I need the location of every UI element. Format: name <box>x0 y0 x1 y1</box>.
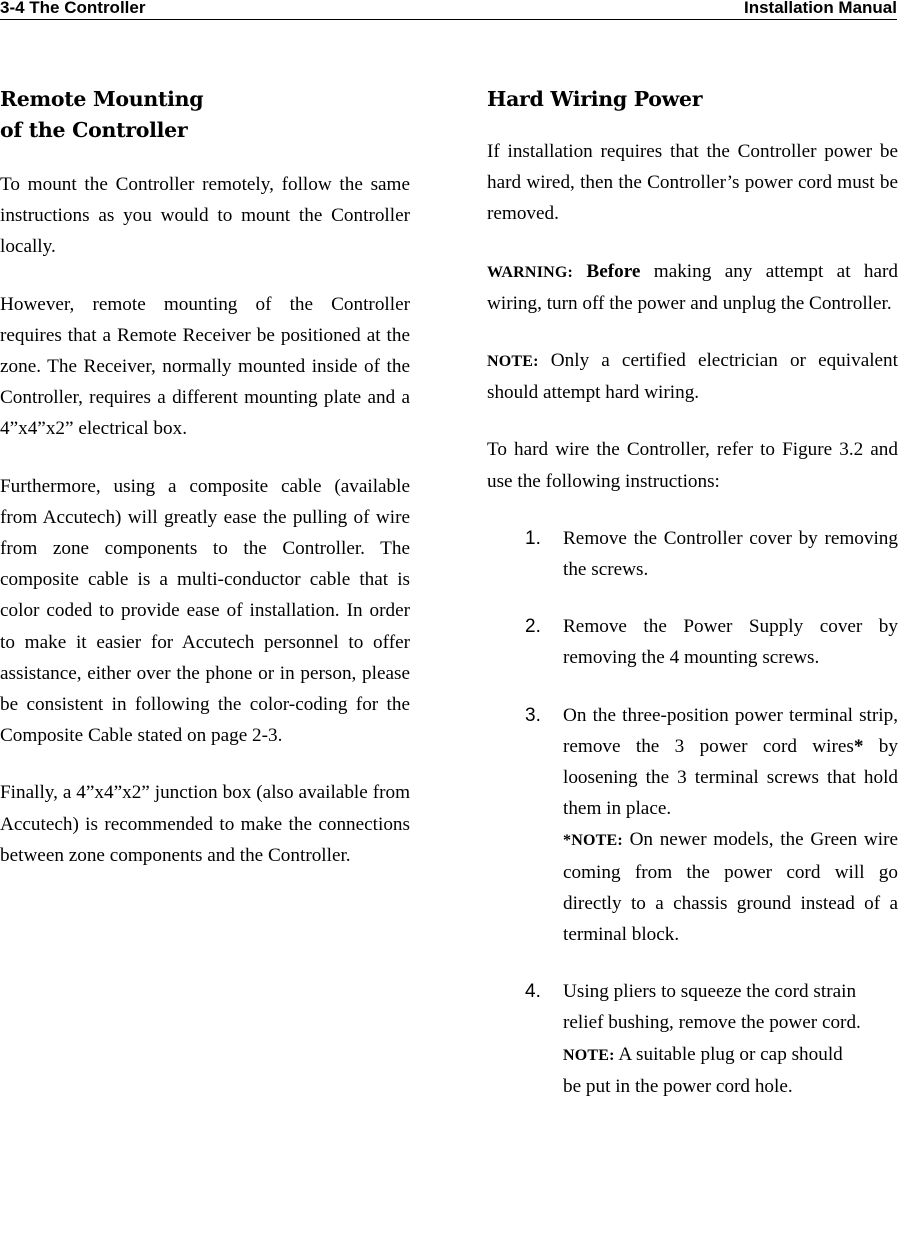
heading-line-2: of the Controller <box>0 118 188 142</box>
step-text: Remove the Controller cover by removing the screws. <box>563 527 898 581</box>
step-text: Using pliers to squeeze the cord strain relief bushing, remove the power cord. <box>563 981 861 1034</box>
step-number: 1. <box>525 527 541 549</box>
warning-label: WARNING: <box>487 263 574 281</box>
step-number: 2. <box>525 616 541 638</box>
step-text <box>563 700 898 825</box>
step-number: 4. <box>525 981 541 1003</box>
paragraph: However, remote mounting of the Controller requires that a Remote Receiver be positioned at the zone. The Receiver, normally mounted inside of the Controller, requires a different mounting plate and a 4”x4”x2” electrical box. <box>0 293 410 440</box>
step-note-label: NOTE: <box>563 1046 615 1064</box>
step-text: Remove the Power Supply cover by removing the 4 mounting screws. <box>563 616 898 669</box>
section-heading-hard-wiring: Hard Wiring Power <box>487 87 703 111</box>
warning-paragraph <box>487 256 898 319</box>
heading-line-1: Remote Mounting <box>0 87 204 111</box>
step-note <box>563 1039 863 1102</box>
step-note-text: On newer models, the Green wire coming from the power cord will go directly to a chassis ground instead of a terminal block. <box>563 829 898 946</box>
section-heading-remote-mounting <box>0 84 410 146</box>
right-column <box>487 84 898 1128</box>
list-item <box>487 700 898 951</box>
note-text: Only a certified electrician or equivalent should attempt hard wiring. <box>487 350 898 404</box>
step-text-part: On the three-position power terminal strip, remove the 3 power cord wires <box>563 704 898 757</box>
asterisk-marker: * <box>853 735 864 757</box>
paragraph: To mount the Controller remotely, follow the same instructions as you would to mount the Controller locally. <box>0 174 410 258</box>
page-header <box>0 0 897 20</box>
warning-text: making any attempt at hard wiring, turn off the power and unplug the Controller. <box>487 260 898 314</box>
paragraph: Finally, a 4”x4”x2” junction box (also available from Accutech) is recommended to make the connections between zone components and the Controller. <box>0 782 410 866</box>
step-note-label: *NOTE: <box>563 832 623 850</box>
chapter-title: 3-4 The Controller <box>0 0 146 17</box>
left-column <box>0 84 410 897</box>
manual-title: Installation Manual <box>743 0 897 17</box>
list-item <box>487 523 898 585</box>
instruction-list <box>487 523 898 1102</box>
step-note <box>563 824 898 950</box>
list-item <box>487 976 898 1102</box>
step-number: 3. <box>525 704 541 726</box>
step-note-text: A suitable plug or cap should be put in the power cord hole. <box>563 1043 843 1097</box>
warning-bold-word: Before <box>586 260 641 282</box>
note-label: NOTE: <box>487 353 539 371</box>
note-paragraph <box>487 345 898 408</box>
paragraph: Furthermore, using a composite cable (available from Accutech) will greatly ease the pulling of wire from zone components to the Controller. The composite cable is a multi-conductor cable that is color coded to provide ease of installation. In order to make it easier for Accutech personnel to offer assistance, either over the phone or in person, please be consistent in following the color-coding for the Composite Cable stated on page 2-3. <box>0 475 410 747</box>
step-text-part: by loosening the 3 terminal screws that hold them in place. <box>563 735 898 820</box>
intro-paragraph: If installation requires that the Controller power be hard wired, then the Controller’s power cord must be removed. <box>487 141 898 225</box>
instructions-intro: To hard wire the Controller, refer to Figure 3.2 and use the following instructions: <box>487 439 898 492</box>
list-item <box>487 611 898 673</box>
